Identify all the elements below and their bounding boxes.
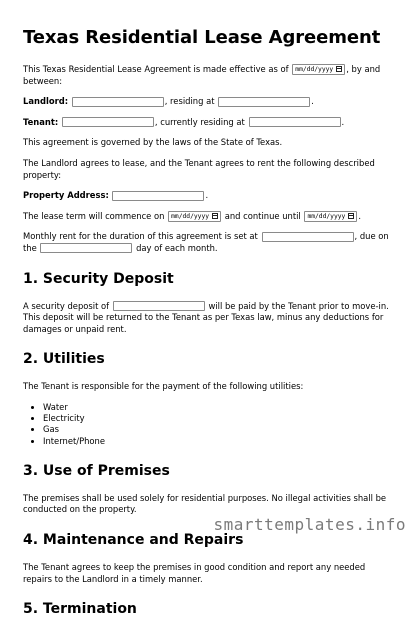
rent-paragraph (23, 231, 395, 254)
security-deposit-heading: 1. Security Deposit (23, 270, 174, 287)
use-of-premises-heading: 3. Use of Premises (23, 462, 170, 479)
landlord-name-input[interactable] (72, 97, 164, 107)
tenant-row-end: . (341, 116, 345, 127)
calendar-icon[interactable] (348, 213, 354, 219)
rent-the-text: the (23, 242, 37, 253)
utilities-heading: 2. Utilities (23, 351, 105, 368)
property-address-input[interactable] (112, 191, 204, 201)
termination-heading: 5. Termination (23, 601, 137, 618)
tenant-name-input[interactable] (62, 117, 154, 127)
rent-due-day-input[interactable] (40, 243, 132, 253)
tenant-label: Tenant: (23, 116, 59, 127)
calendar-icon[interactable] (212, 213, 218, 219)
lease-term-middle: and continue until (224, 210, 301, 221)
security-deposit-paragraph (23, 301, 395, 336)
landlord-address-input[interactable] (218, 97, 310, 107)
rent-day-text: day of each month. (136, 242, 218, 253)
lease-term-row (23, 211, 395, 223)
agree-to-lease-text: The Landlord agrees to lease, and the Tenant agrees to rent the following described property: (23, 157, 375, 180)
security-deposit-input[interactable] (113, 301, 205, 311)
utility-item: • Internet/Phone (43, 436, 395, 447)
maintenance-text: The Tenant agrees to keep the premises in good condition and report any needed repairs to the Landlord in a timely manner. (23, 561, 366, 584)
rent-due-text: , due on (354, 231, 389, 242)
lease-term-text: The lease term will commence on (23, 210, 165, 221)
landlord-row (23, 96, 395, 108)
lease-term-end: . (358, 210, 362, 221)
utility-item: • Water (43, 402, 395, 413)
utilities-list (23, 402, 395, 447)
lease-end-placeholder: mm/dd/yyyy (307, 212, 346, 220)
utility-item: • Electricity (43, 413, 395, 424)
security-deposit-text: A security deposit of (23, 300, 110, 311)
tenant-row (23, 117, 395, 129)
landlord-residing-text: , residing at (164, 96, 215, 107)
property-address-label: Property Address: (23, 190, 109, 201)
security-deposit-text-after: will be paid by the Tenant prior to move-in. This deposit will be returned to the Tenant as per Texas law, minus any deductions for damages or unpaid rent. (23, 300, 389, 334)
lease-start-date-input[interactable] (168, 211, 221, 222)
tenant-address-input[interactable] (249, 117, 341, 127)
rent-amount-input[interactable] (262, 232, 354, 242)
maintenance-heading: 4. Maintenance and Repairs (23, 531, 244, 548)
effective-date-placeholder: mm/dd/yyyy (295, 66, 334, 73)
property-row-end: . (205, 190, 209, 201)
property-address-row (23, 190, 395, 202)
rent-text: Monthly rent for the duration of this agreement is set at (23, 231, 258, 242)
calendar-icon[interactable] (336, 66, 342, 72)
lease-document (23, 26, 395, 631)
use-of-premises-text: The premises shall be used solely for residential purposes. No illegal activities shall be conducted on the property. (23, 492, 387, 515)
watermark: smarttemplates.info (213, 515, 406, 534)
tenant-residing-text: , currently residing at (154, 116, 245, 127)
landlord-label: Landlord: (23, 96, 69, 107)
landlord-row-end: . (311, 96, 314, 107)
intro-paragraph (23, 64, 395, 87)
intro-text-end: , by and between: (23, 64, 381, 86)
utilities-text: The Tenant is responsible for the payment of the following utilities: (23, 381, 304, 392)
lease-start-placeholder: mm/dd/yyyy (171, 212, 210, 220)
document-title: Texas Residential Lease Agreement (23, 27, 381, 48)
utility-item: • Gas (43, 424, 395, 435)
governing-law-text: This agreement is governed by the laws of the State of Texas. (23, 137, 283, 148)
effective-date-input[interactable] (292, 64, 345, 75)
lease-end-date-input[interactable] (304, 211, 357, 222)
intro-text: This Texas Residential Lease Agreement is made effective as of (23, 64, 289, 74)
